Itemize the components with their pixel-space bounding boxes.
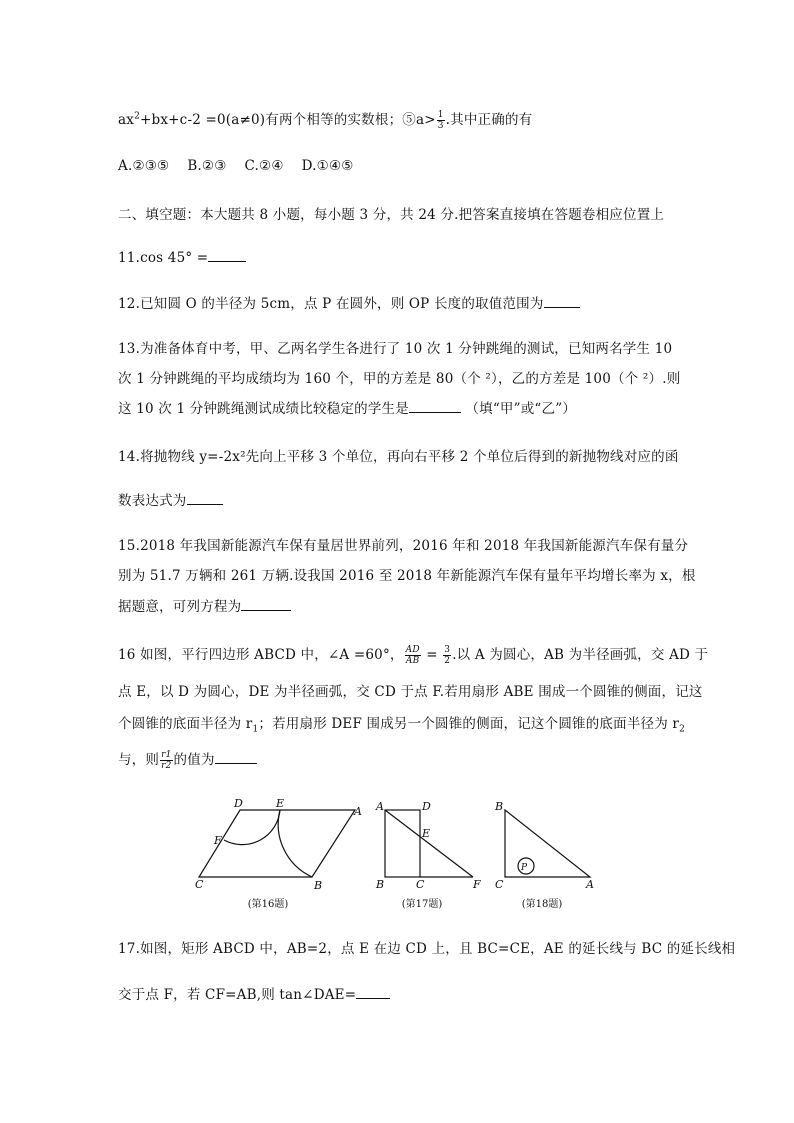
segment-af <box>385 810 473 877</box>
q16-text-6: 的值为 <box>173 752 215 768</box>
label: B <box>495 800 504 813</box>
label: A <box>354 805 362 818</box>
label: C <box>495 878 504 891</box>
label: F <box>214 834 222 847</box>
frac-num: 1 <box>437 110 444 120</box>
q12 <box>118 292 580 312</box>
label: A <box>376 800 384 813</box>
label: D <box>422 800 431 813</box>
label: B <box>376 878 385 891</box>
q16-r-fraction <box>160 750 172 771</box>
q15-line-3 <box>118 595 291 615</box>
q17-line-1: 17.如图，矩形 ABCD 中，AB=2，点 E 在边 CD 上，且 BC=CE，AE 的延长线与 BC 的延长线相 <box>118 941 736 957</box>
q15-text: 据题意，可列方程为 <box>118 599 242 615</box>
q10-tail <box>118 108 532 131</box>
frac-den: r2 <box>161 761 172 771</box>
q14-line-2 <box>118 489 223 509</box>
q16-line-2: 点 E，以 D 为圆心，DE 为半径画弧，交 CD 于点 F.若用扇形 ABE 围成一个圆锥的侧面，记这 <box>118 684 703 700</box>
q16-line-1 <box>118 643 708 666</box>
frac-num: AD <box>405 645 420 655</box>
label: E <box>422 827 431 840</box>
label: C <box>195 878 204 891</box>
section-2-heading: 二、填空题：本大题共 8 小题，每小题 3 分，共 24 分.把答案直接填在答题卷相应位置上 <box>118 207 665 223</box>
q16-line-4 <box>118 748 257 771</box>
label: E <box>276 797 285 810</box>
q11 <box>118 249 246 266</box>
answer-blank[interactable] <box>544 295 580 308</box>
q16-line-3 <box>118 712 685 735</box>
rectangle-abcd <box>385 810 420 877</box>
frac-den: 3 <box>437 121 444 131</box>
q12-text: 12.已知圆 O 的半径为 5cm，点 P 在圆外，则 OP 长度的取值范围为 <box>118 296 544 312</box>
q13-line-3 <box>118 397 576 417</box>
frac-num: r1 <box>161 750 172 760</box>
q15-line-1: 15.2018 年我国新能源汽车保有量居世界前列，2016 年和 2018 年我国新能源汽车保有量分 <box>118 538 689 554</box>
label: A <box>586 878 594 891</box>
answer-blank[interactable] <box>409 400 461 413</box>
frac-den: 2 <box>444 656 451 666</box>
q16-value-fraction <box>443 645 451 666</box>
q10-text-2: +bx+c-2 =0(a≠0)有两个相等的实数根；⑤a> <box>140 112 436 128</box>
q10-text-3: .其中正确的有 <box>445 112 533 128</box>
caption-fig16: (第16题) <box>247 899 289 910</box>
caption-fig17: (第17题) <box>401 899 443 910</box>
q16-text-1: 16 如图，平行四边形 ABCD 中，∠A =60°， <box>118 647 404 663</box>
q16-ratio-fraction <box>405 645 421 666</box>
q17-line-2 <box>118 983 390 1003</box>
q15-line-2: 别为 51.7 万辆和 261 万辆.设我国 2016 至 2018 年新能源汽车保有量年平均增长率为 x，根 <box>118 568 696 584</box>
q13-line-2: 次 1 分钟跳绳的平均成绩均为 160 个，甲的方差是 80（个 ²），乙的方差是 100（个 ²）.则 <box>118 371 681 387</box>
q14-text: 数表达式为 <box>118 493 187 509</box>
subscript: 1 <box>252 724 259 735</box>
arc-be <box>278 810 312 877</box>
answer-blank[interactable] <box>187 492 223 505</box>
q11-text: 11.cos 45° = <box>118 250 209 266</box>
q17-text: 交于点 F，若 CF=AB,则 tan∠DAE= <box>118 987 357 1003</box>
q16-text-3: 个圆锥的底面半径为 r <box>118 716 253 732</box>
q13-hint: （填“甲”或“乙”） <box>460 401 577 417</box>
q16-text-2: .以 A 为圆心，AB 为半径画弧，交 AD 于 <box>452 647 709 663</box>
answer-blank[interactable] <box>241 598 291 611</box>
label: F <box>473 878 481 891</box>
arc-ef <box>224 810 280 845</box>
answer-blank[interactable] <box>356 986 390 999</box>
geometry-figures <box>190 795 594 915</box>
label: D <box>234 797 243 810</box>
equals-sign: = <box>421 647 443 663</box>
q10-fraction <box>437 110 445 131</box>
parallelogram-abcd <box>199 810 355 877</box>
caption-fig18: (第18题) <box>521 899 563 910</box>
frac-num: 3 <box>444 645 451 655</box>
q10-options: A.②③⑤ B.②③ C.②④ D.①④⑤ <box>118 158 354 174</box>
q13-line-1: 13.为准备体育中考，甲、乙两名学生各进行了 10 次 1 分钟跳绳的测试，已知两名学生 10 <box>118 341 673 357</box>
q14-line-1: 14.将抛物线 y=-2x²先向上平移 3 个单位，再向右平移 2 个单位后得到的新抛物线对应的函 <box>118 449 679 465</box>
figures-row <box>190 795 594 915</box>
subscript: 2 <box>679 724 685 735</box>
label: P <box>521 863 528 873</box>
label: C <box>416 878 425 891</box>
frac-den: AB <box>405 656 420 666</box>
q10-sup: 2 <box>134 111 140 122</box>
label: B <box>314 879 323 892</box>
q16-text-4: ；若用扇形 DEF 围成另一个圆锥的侧面，记这个圆锥的底面半径为 r <box>258 716 680 732</box>
answer-blank[interactable] <box>208 249 246 262</box>
q10-text-1: ax <box>118 112 135 128</box>
q13-text: 这 10 次 1 分钟跳绳测试成绩比较稳定的学生是 <box>118 401 409 417</box>
answer-blank[interactable] <box>215 751 257 764</box>
q16-text-5: 与，则 <box>118 752 160 768</box>
